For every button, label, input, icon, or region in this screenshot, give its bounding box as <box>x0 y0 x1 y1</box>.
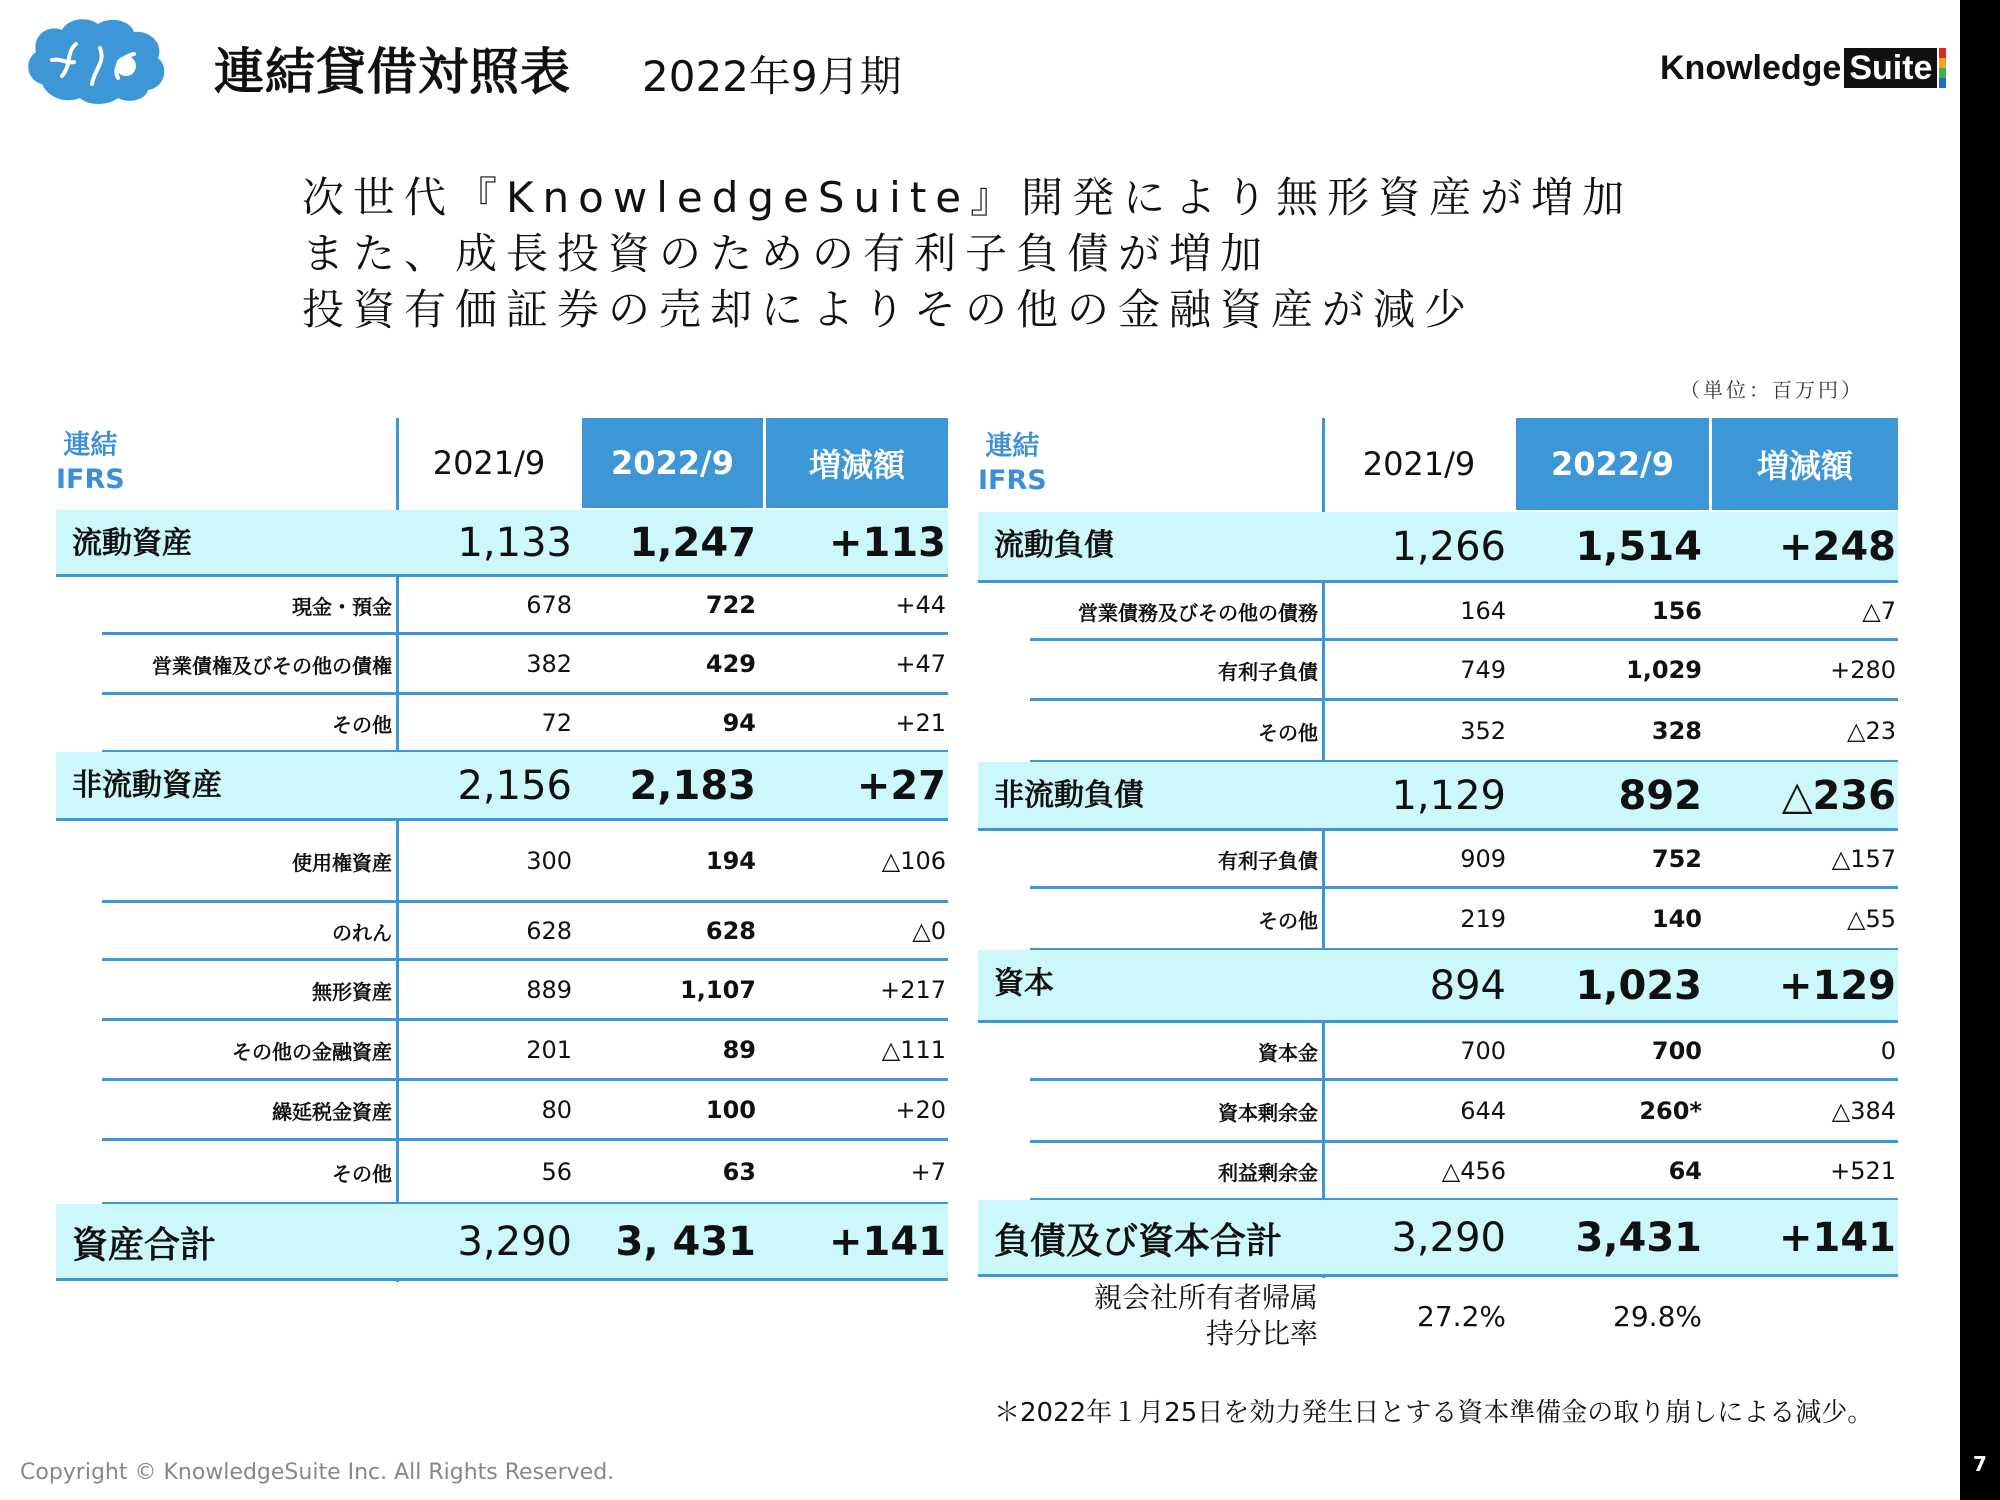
value-2022: 429 <box>705 650 756 678</box>
sub-row-label: 現金・預金 <box>292 594 392 619</box>
value-2022: 100 <box>705 1096 756 1124</box>
brand-suite-text: Suite <box>1844 48 1937 88</box>
header-label-line: 連結 <box>63 430 118 461</box>
total-row-label: 負債及び資本合計 <box>994 1220 1283 1262</box>
major-row-label: 非流動資産 <box>72 768 222 803</box>
page-number: 7 <box>1973 1452 1987 1476</box>
value-2021: 1,129 <box>1391 773 1506 819</box>
value-change: △55 <box>1847 905 1896 933</box>
header-label-line: IFRS <box>978 465 1047 496</box>
value-change: +44 <box>895 591 946 619</box>
brain-logo-icon <box>22 14 174 106</box>
value-change: △384 <box>1831 1097 1896 1125</box>
headline-line: 投資有価証券の売却によりその他の金融資産が減少 <box>302 285 1476 334</box>
sub-row-label: のれん <box>332 920 392 945</box>
value-2022: 628 <box>705 917 756 945</box>
sub-row-label: 使用権資産 <box>292 850 392 875</box>
sub-row-label: 利益剰余金 <box>1218 1160 1318 1185</box>
equity-ratio-label-line: 親会社所有者帰属 <box>1093 1281 1318 1314</box>
value-change: +521 <box>1830 1157 1896 1185</box>
value-2022: 63 <box>722 1158 756 1186</box>
value-2021: 56 <box>541 1158 572 1186</box>
value-2021: 72 <box>541 709 572 737</box>
value-change: +129 <box>1778 963 1896 1009</box>
equity-ratio-label <box>978 1280 1320 1352</box>
sub-row-label: 無形資産 <box>312 979 392 1004</box>
footnote: ＊2022年１月25日を効力発生日とする資本準備金の取り崩しによる減少。 <box>994 1398 1874 1428</box>
header-col-2022: 2022/9 <box>1516 418 1709 510</box>
equity-ratio-2021: 27.2% <box>1417 1299 1506 1333</box>
value-2021: 700 <box>1460 1037 1506 1065</box>
value-change: △106 <box>881 847 946 875</box>
value-2022: 140 <box>1651 905 1702 933</box>
value-2021: 678 <box>526 591 572 619</box>
value-2022: 156 <box>1651 597 1702 625</box>
period-label: 2022年9月期 <box>642 52 902 101</box>
sub-row-label: その他 <box>332 1161 392 1186</box>
value-2021: 3,290 <box>457 1219 572 1265</box>
equity-ratio-2022: 29.8% <box>1613 1299 1702 1333</box>
sub-row-label: 有利子負債 <box>1218 848 1318 873</box>
value-change: +27 <box>856 763 946 809</box>
value-2021: 2,156 <box>457 763 572 809</box>
value-change: △236 <box>1781 773 1896 819</box>
value-2021: 382 <box>526 650 572 678</box>
value-2022: 752 <box>1651 845 1702 873</box>
total-row-label: 資産合計 <box>72 1224 217 1266</box>
header-label <box>56 418 125 508</box>
value-change: +20 <box>895 1096 946 1124</box>
value-2022: 1,023 <box>1575 963 1702 1009</box>
value-2022: 194 <box>705 847 756 875</box>
value-2022: 89 <box>722 1036 756 1064</box>
value-change: +141 <box>1778 1215 1896 1261</box>
value-2021: 80 <box>541 1096 572 1124</box>
brand-stripes-icon <box>1939 48 1946 88</box>
value-2021: 1,266 <box>1391 524 1506 570</box>
value-2022: 722 <box>705 591 756 619</box>
value-2022: 64 <box>1668 1157 1702 1185</box>
value-change: +21 <box>895 709 946 737</box>
value-2021: 300 <box>526 847 572 875</box>
major-row-label: 非流動負債 <box>994 778 1144 813</box>
sub-row-label: 繰延税金資産 <box>272 1099 392 1124</box>
value-2022: 1,107 <box>680 976 756 1004</box>
value-2021: △456 <box>1441 1157 1506 1185</box>
value-change: +217 <box>880 976 946 1004</box>
sub-row-label: その他 <box>1258 908 1318 933</box>
value-change: +280 <box>1830 656 1896 684</box>
value-change: △157 <box>1831 845 1896 873</box>
value-2022: 3, 431 <box>615 1219 756 1265</box>
sub-row-label: 資本金 <box>1258 1040 1318 1065</box>
value-2022: 892 <box>1618 773 1702 819</box>
copyright: Copyright © KnowledgeSuite Inc. All Rights Reserved. <box>20 1460 615 1485</box>
brand-knowledge-text: Knowledge <box>1660 48 1842 87</box>
value-2021: 3,290 <box>1391 1215 1506 1261</box>
value-2022: 700 <box>1651 1037 1702 1065</box>
page-title: 連結貸借対照表 <box>214 43 571 101</box>
unit-label: （単位：百万円） <box>1680 378 1864 402</box>
value-change: +113 <box>828 520 946 566</box>
value-2022: 328 <box>1651 717 1702 745</box>
value-2021: 352 <box>1460 717 1506 745</box>
value-change: △7 <box>1862 597 1896 625</box>
value-2021: 894 <box>1429 963 1506 1009</box>
header-label <box>978 418 1047 510</box>
value-2021: 628 <box>526 917 572 945</box>
sub-row-label: その他 <box>1258 720 1318 745</box>
sub-row-label: 営業債権及びその他の債権 <box>152 653 392 678</box>
major-row-label: 流動資産 <box>72 526 192 561</box>
sub-row-label: 営業債務及びその他の債務 <box>1078 600 1318 625</box>
sub-row-label: 有利子負債 <box>1218 659 1318 684</box>
major-row-label: 資本 <box>994 966 1054 1001</box>
brand-logo <box>1660 46 1946 90</box>
value-2022: 1,247 <box>629 520 756 566</box>
value-change: △111 <box>881 1036 946 1064</box>
value-2021: 889 <box>526 976 572 1004</box>
header-col-change: 増減額 <box>1712 418 1898 510</box>
value-change: △23 <box>1847 717 1896 745</box>
value-change: +248 <box>1778 524 1896 570</box>
value-2022: 2,183 <box>629 763 756 809</box>
value-2021: 749 <box>1460 656 1506 684</box>
major-row-label: 流動負債 <box>994 528 1114 563</box>
header-col-2022: 2022/9 <box>582 418 763 508</box>
header-col-2021: 2021/9 <box>1362 445 1476 483</box>
headline-line: また、成長投資のための有利子負債が増加 <box>302 229 1272 278</box>
header-label-line: IFRS <box>56 464 125 495</box>
value-2022: 1,029 <box>1626 656 1702 684</box>
header-col-2021: 2021/9 <box>432 444 546 482</box>
equity-ratio-label-line: 持分比率 <box>1205 1317 1318 1350</box>
value-change: △0 <box>912 917 946 945</box>
value-2021: 1,133 <box>457 520 572 566</box>
right-edge-bar <box>1960 0 2000 1500</box>
value-change: +47 <box>895 650 946 678</box>
value-2021: 219 <box>1460 905 1506 933</box>
value-2022: 94 <box>722 709 756 737</box>
headline-line: 次世代『KnowledgeSuite』開発により無形資産が増加 <box>302 173 1634 222</box>
value-2021: 164 <box>1460 597 1506 625</box>
value-2022: 3,431 <box>1575 1215 1702 1261</box>
value-change: +141 <box>828 1219 946 1265</box>
sub-row-label: その他の金融資産 <box>232 1039 392 1064</box>
value-2022: 1,514 <box>1575 524 1702 570</box>
header-col-change: 増減額 <box>766 418 948 508</box>
value-2021: 909 <box>1460 845 1506 873</box>
sub-row-label: その他 <box>332 712 392 737</box>
value-change: 0 <box>1880 1037 1896 1065</box>
sub-row-label: 資本剰余金 <box>1218 1100 1318 1125</box>
headline <box>302 170 1633 338</box>
value-2021: 201 <box>526 1036 572 1064</box>
value-change: +7 <box>910 1158 946 1186</box>
header-label-line: 連結 <box>985 431 1040 462</box>
value-2021: 644 <box>1460 1097 1506 1125</box>
value-2022: 260* <box>1639 1097 1702 1125</box>
